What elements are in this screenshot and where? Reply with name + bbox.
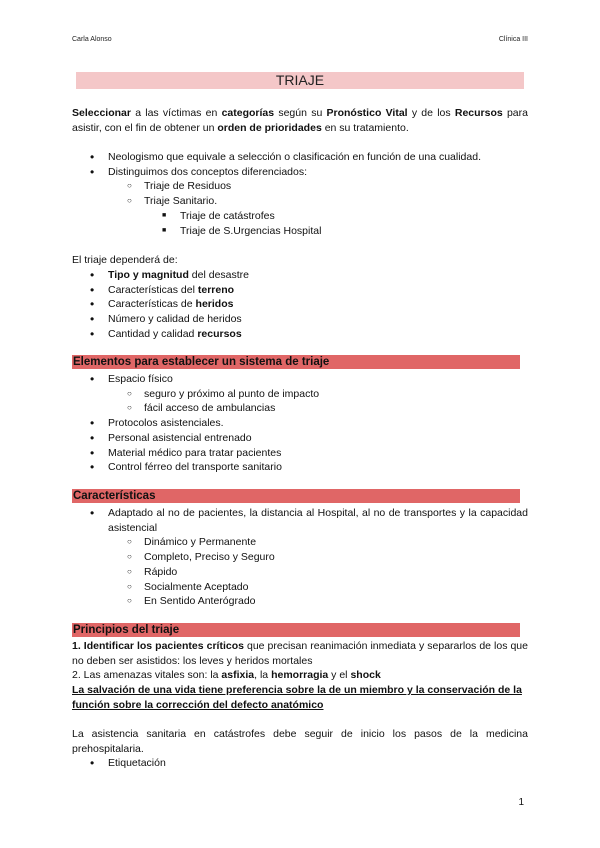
prehospital-paragraph: La asistencia sanitaria en catástrofes debe seguir de inicio los pasos de la medicina prehospitalaria. [72, 728, 528, 755]
prehospital-list [72, 756, 528, 771]
list-item: • Protocolos asistenciales. [90, 416, 224, 431]
list-item: ○ Completo, Preciso y Seguro [127, 551, 275, 564]
list-item: ○ seguro y próximo al punto de impacto [127, 387, 320, 400]
list-item: • Cantidad y calidad recursos [90, 326, 242, 341]
section-title-elementos: Elementos para establecer un sistema de triaje [72, 355, 520, 369]
header-course: Clínica III [498, 36, 528, 43]
list-item: • Tipo y magnitud del desastre [90, 268, 250, 282]
caracteristicas-list [72, 506, 528, 609]
principle-2: 2. Las amenazas vitales son: la asfixia, la hemorragia y el shock [72, 669, 381, 681]
section-title-caracteristicas: Características [72, 489, 520, 503]
list-item: • Material médico para tratar pacientes [90, 445, 282, 460]
list-item: • Personal asistencial entrenado [90, 430, 252, 445]
list-item: ○ En Sentido Anterógrado [127, 595, 256, 608]
depend-list [72, 268, 528, 342]
intro-paragraph: Seleccionar a las víctimas en categorías según su Pronóstico Vital y de los Recursos para asistir, con el fin de obtener un orden de prioridades en su tratamiento. [72, 107, 528, 134]
list-item: • Adaptado al no de pacientes, la distancia al Hospital, al no de transportes y la capacidad asistencial [90, 506, 528, 534]
definition-list [72, 150, 528, 238]
section-title-principios: Principios del triaje [72, 623, 520, 637]
list-item: ○ Triaje Sanitario. [127, 195, 218, 208]
list-item: ○ Dinámico y Permanente [127, 536, 257, 549]
elementos-list [72, 372, 528, 475]
principle-3: La salvación de una vida tiene preferencia sobre la de un miembro y la conservación de la función sobre la corrección del defecto anatómico [72, 684, 522, 711]
list-item: ○ Socialmente Aceptado [127, 580, 249, 593]
list-item: • Etiquetación [90, 756, 166, 770]
list-item: • Distinguimos dos conceptos diferenciados: [90, 164, 308, 179]
list-item: ○ Rápido [127, 565, 178, 578]
list-item: • Espacio físico [90, 372, 173, 386]
list-item: • Características del terreno [90, 282, 235, 297]
list-item: • Número y calidad de heridos [90, 312, 242, 327]
principle-1: 1. Identificar los pacientes críticos que precisan reanimación inmediata y separarlos de los que no deben ser asistidos: los leves y heridos mortales [72, 640, 528, 667]
page-number: 1 [518, 797, 524, 808]
page-title: TRIAJE [76, 72, 524, 89]
depend-intro: El triaje dependerá de: [72, 254, 178, 266]
list-item: ○ fácil acceso de ambulancias [127, 402, 276, 415]
list-item: ■ Triaje de catástrofes [162, 209, 275, 222]
list-item: ■ Triaje de S.Urgencias Hospital [162, 224, 322, 237]
header-author: Carla Alonso [72, 36, 112, 43]
list-item: • Características de heridos [90, 297, 234, 312]
list-item: ○ Triaje de Residuos [127, 180, 232, 193]
list-item: • Neologismo que equivale a selección o clasificación en función de una cualidad. [90, 150, 481, 164]
list-item: • Control férreo del transporte sanitario [90, 460, 282, 475]
